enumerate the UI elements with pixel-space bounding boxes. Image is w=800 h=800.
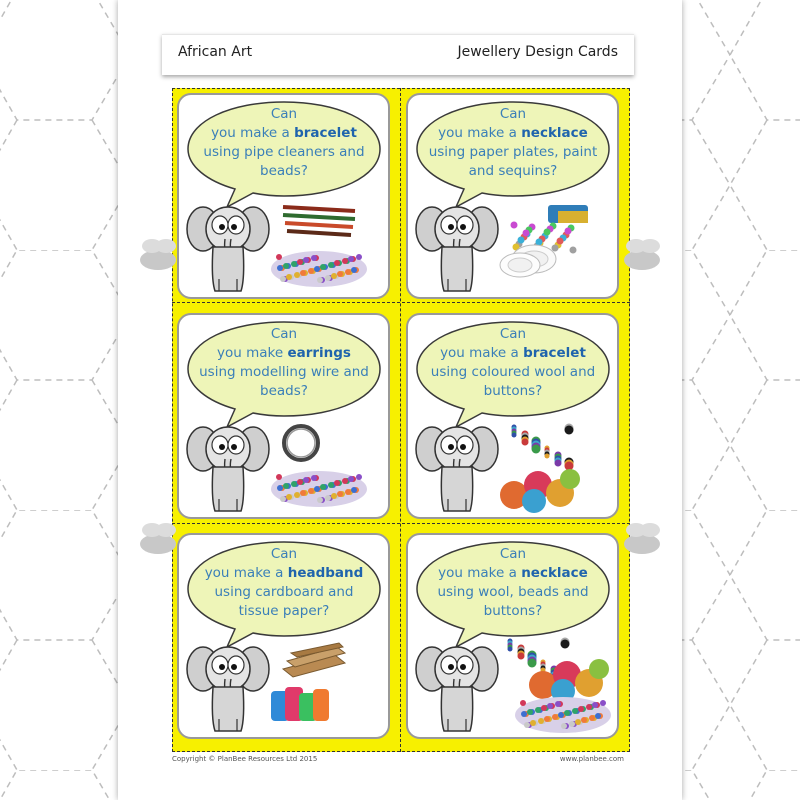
question-line: Can (270, 326, 298, 342)
website-text: www.planbee.com (559, 755, 624, 763)
cardboard-image (279, 641, 349, 685)
question-line: buttons? (483, 603, 543, 619)
speech-bubble (414, 539, 612, 639)
question-line: Can (270, 106, 298, 122)
speech-bubble (414, 99, 612, 199)
question-line: Can (270, 546, 298, 562)
cut-line-horizontal (172, 302, 630, 303)
question-line: Can (499, 546, 527, 562)
jewellery-keyword: headband (287, 565, 364, 581)
paper-plates-image (498, 243, 558, 283)
question-line: using coloured wool and (430, 364, 596, 380)
question-prefix: you make a (211, 125, 295, 141)
question-line: using modelling wire and (199, 364, 369, 380)
tissue-paper-image (269, 683, 331, 727)
bee-watermark-icon (612, 520, 672, 560)
question-line: using paper plates, paint (428, 144, 598, 160)
question-line: using wool, beads and (437, 584, 589, 600)
question-prefix: you make a (204, 565, 288, 581)
beads-image (269, 243, 369, 293)
question-line (193, 124, 375, 143)
question-line (422, 124, 604, 143)
design-card (177, 93, 390, 299)
design-card (406, 533, 619, 739)
elephant-icon (414, 419, 500, 519)
speech-bubble (185, 99, 383, 199)
elephant-icon (414, 199, 500, 299)
question-line (422, 344, 604, 363)
question-line: Can (499, 326, 527, 342)
question-line: Can (499, 106, 527, 122)
design-card (406, 93, 619, 299)
question-line (193, 344, 375, 363)
jewellery-keyword: necklace (521, 565, 588, 581)
bee-watermark-icon (128, 520, 188, 560)
bee-watermark-icon (128, 236, 188, 276)
jewellery-keyword: earrings (287, 345, 351, 361)
jewellery-keyword: bracelet (294, 125, 357, 141)
copyright-text: Copyright © PlanBee Resources Ltd 2015 (172, 755, 318, 763)
design-card (406, 313, 619, 519)
speech-bubble (185, 539, 383, 639)
beads-image (513, 689, 613, 739)
wire-ring-image (279, 421, 323, 469)
question-prefix: you make a (440, 345, 524, 361)
page-header (162, 34, 634, 75)
question-line (193, 564, 375, 583)
wool-image (498, 463, 584, 517)
elephant-icon (185, 639, 271, 739)
elephant-icon (414, 639, 500, 739)
pipe-cleaners-image (279, 201, 359, 245)
elephant-icon (185, 419, 271, 519)
jewellery-keyword: bracelet (523, 345, 586, 361)
question-line: beads? (260, 163, 308, 179)
speech-bubble (185, 319, 383, 419)
cut-line-horizontal (172, 523, 630, 524)
question-line: using pipe cleaners and (203, 144, 365, 160)
question-prefix: you make a (438, 565, 522, 581)
beads-image (269, 463, 369, 513)
speech-bubble (414, 319, 612, 419)
question-prefix: you make (217, 345, 288, 361)
question-line (422, 564, 604, 583)
question-prefix: you make a (438, 125, 522, 141)
question-line: and sequins? (468, 163, 558, 179)
elephant-icon (185, 199, 271, 299)
design-card (177, 533, 390, 739)
question-line: beads? (260, 383, 308, 399)
page-title: Jewellery Design Cards (457, 44, 618, 60)
question-line: buttons? (483, 383, 543, 399)
question-line: tissue paper? (238, 603, 330, 619)
jewellery-keyword: necklace (521, 125, 588, 141)
subject-label: African Art (178, 44, 253, 60)
cut-line-vertical (400, 88, 401, 752)
question-line: using cardboard and (214, 584, 354, 600)
bee-watermark-icon (612, 236, 672, 276)
design-card (177, 313, 390, 519)
